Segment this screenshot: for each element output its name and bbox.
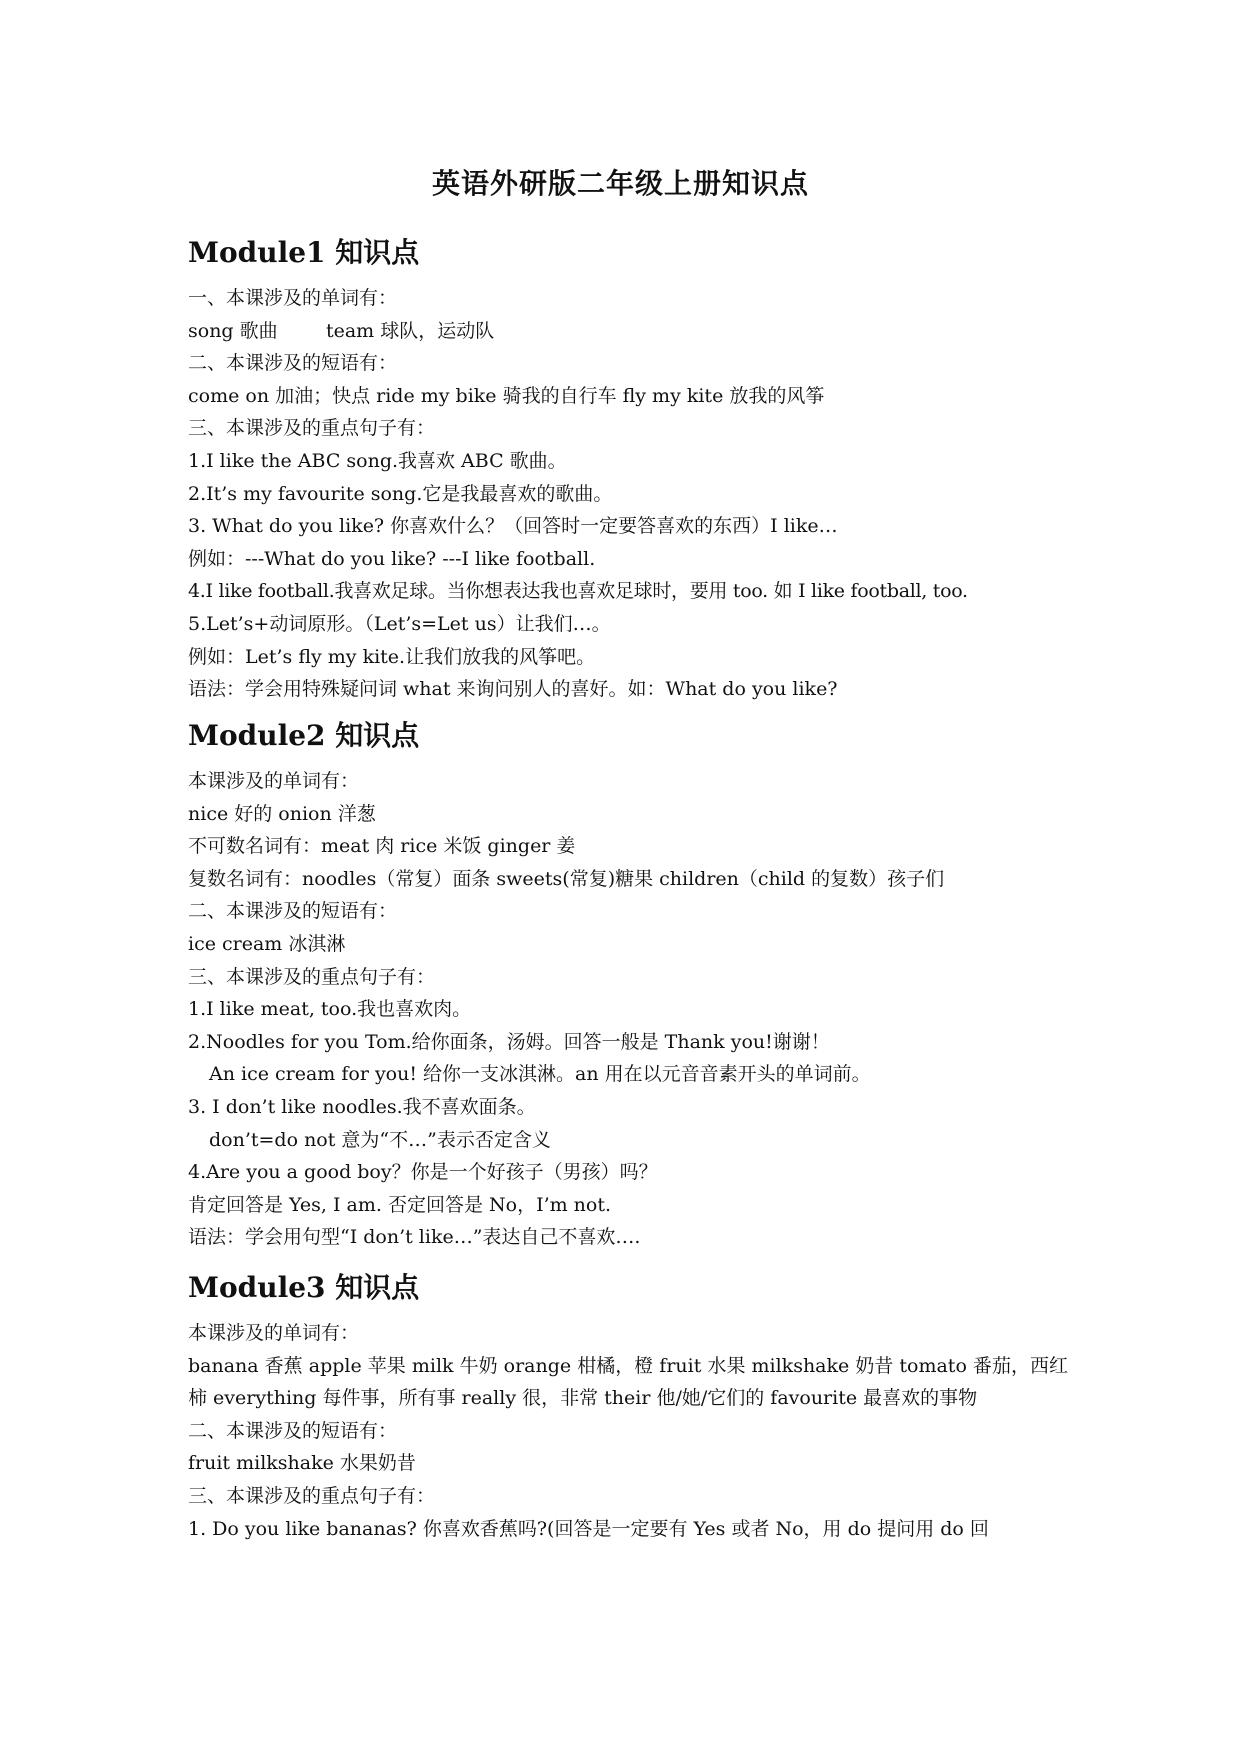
- module-2-line: 本课涉及的单词有：: [188, 770, 360, 792]
- module-1-line: 语法：学会用特殊疑问词 what 来询问别人的喜好。如：What do you like?: [188, 678, 838, 701]
- module-3-heading: Module3 知识点: [188, 1271, 420, 1304]
- module-1-line: 4.I like football.我喜欢足球。当你想表达我也喜欢足球时，要用 too. 如 I like football, too.: [188, 580, 968, 603]
- module-3-line: 三、本课涉及的重点句子有：: [188, 1484, 436, 1507]
- module-1-heading: Module1 知识点: [188, 236, 420, 269]
- module-2-line: 语法：学会用句型“I don’t like…”表达自己不喜欢….: [188, 1226, 641, 1249]
- module-1-line: 1.I like the ABC song.我喜欢 ABC 歌曲。: [188, 449, 567, 472]
- module-2-line: 二、本课涉及的短语有：: [188, 900, 398, 923]
- module-2-line: 1.I like meat, too.我也喜欢肉。: [188, 998, 472, 1021]
- module-3-line: 本课涉及的单词有：: [188, 1322, 360, 1344]
- module-1-line: 三、本课涉及的重点句子有：: [188, 417, 436, 440]
- module-1-line: 5.Let’s+动词原形。（Let’s=Let us）让我们…。: [188, 612, 611, 635]
- module-2-line: 4.Are you a good boy？你是一个好孩子（男孩）吗？: [188, 1161, 658, 1184]
- module-1-line: come on 加油；快点 ride my bike 骑我的自行车 fly my kite 放我的风筝: [188, 384, 825, 407]
- module-1-section: [188, 228, 1068, 706]
- document-title: 英语外研版二年级上册知识点: [431, 167, 809, 200]
- module-2-line: 2.Noodles for you Tom.给你面条，汤姆。回答一般是 Thank you!谢谢！: [188, 1030, 830, 1053]
- module-3-line: banana 香蕉 apple 苹果 milk 牛奶 orange 柑橘，橙 fruit 水果 milkshake 奶昔 tomato 番茄，西红柿 everything 每件事，所有事 really 很，非常 their 他/她/它们的 favourite 最喜欢的事物: [188, 1354, 1068, 1410]
- module-3-section: [188, 1263, 1068, 1545]
- module-2-line: 复数名词有：noodles（常复）面条 sweets(常复)糖果 children（child 的复数）孩子们: [188, 867, 945, 890]
- module-1-line: 3. What do you like? 你喜欢什么？（回答时一定要答喜欢的东西）I like…: [188, 515, 838, 538]
- module-2-line: 三、本课涉及的重点句子有：: [188, 965, 436, 988]
- module-1-line: 二、本课涉及的短语有：: [188, 352, 398, 375]
- module-2-heading: Module2 知识点: [188, 719, 420, 752]
- module-1-line: 例如：---What do you like? ---I like football.: [188, 547, 596, 570]
- module-1-line: 2.It’s my favourite song.它是我最喜欢的歌曲。: [188, 482, 613, 505]
- module-3-line: fruit milkshake 水果奶昔: [188, 1452, 416, 1475]
- module-1-line: 一、本课涉及的单词有：: [188, 287, 398, 309]
- module-2-line: ice cream 冰淇淋: [188, 932, 346, 955]
- module-1-line: 例如：Let’s fly my kite.让我们放我的风筝吧。: [188, 645, 596, 668]
- module-2-line: 肯定回答是 Yes, I am. 否定回答是 No，I’m not.: [188, 1193, 612, 1216]
- module-3-line: 1. Do you like bananas? 你喜欢香蕉吗?(回答是一定要有 Yes 或者 No，用 do 提问用 do 回: [188, 1517, 989, 1540]
- module-2-line: nice 好的 onion 洋葱: [188, 802, 376, 825]
- module-2-section: [188, 711, 1068, 1254]
- module-2-line: don’t=do not 意为“不…”表示否定含义: [209, 1128, 551, 1151]
- module-2-line: 3. I don’t like noodles.我不喜欢面条。: [188, 1095, 536, 1118]
- module-1-line: song 歌曲 team 球队，运动队: [188, 319, 495, 342]
- module-3-line: 二、本课涉及的短语有：: [188, 1419, 398, 1442]
- module-2-line: 不可数名词有：meat 肉 rice 米饭 ginger 姜: [188, 835, 576, 858]
- module-2-line: An ice cream for you! 给你一支冰淇淋。an 用在以元音音素开头的单词前。: [209, 1063, 871, 1086]
